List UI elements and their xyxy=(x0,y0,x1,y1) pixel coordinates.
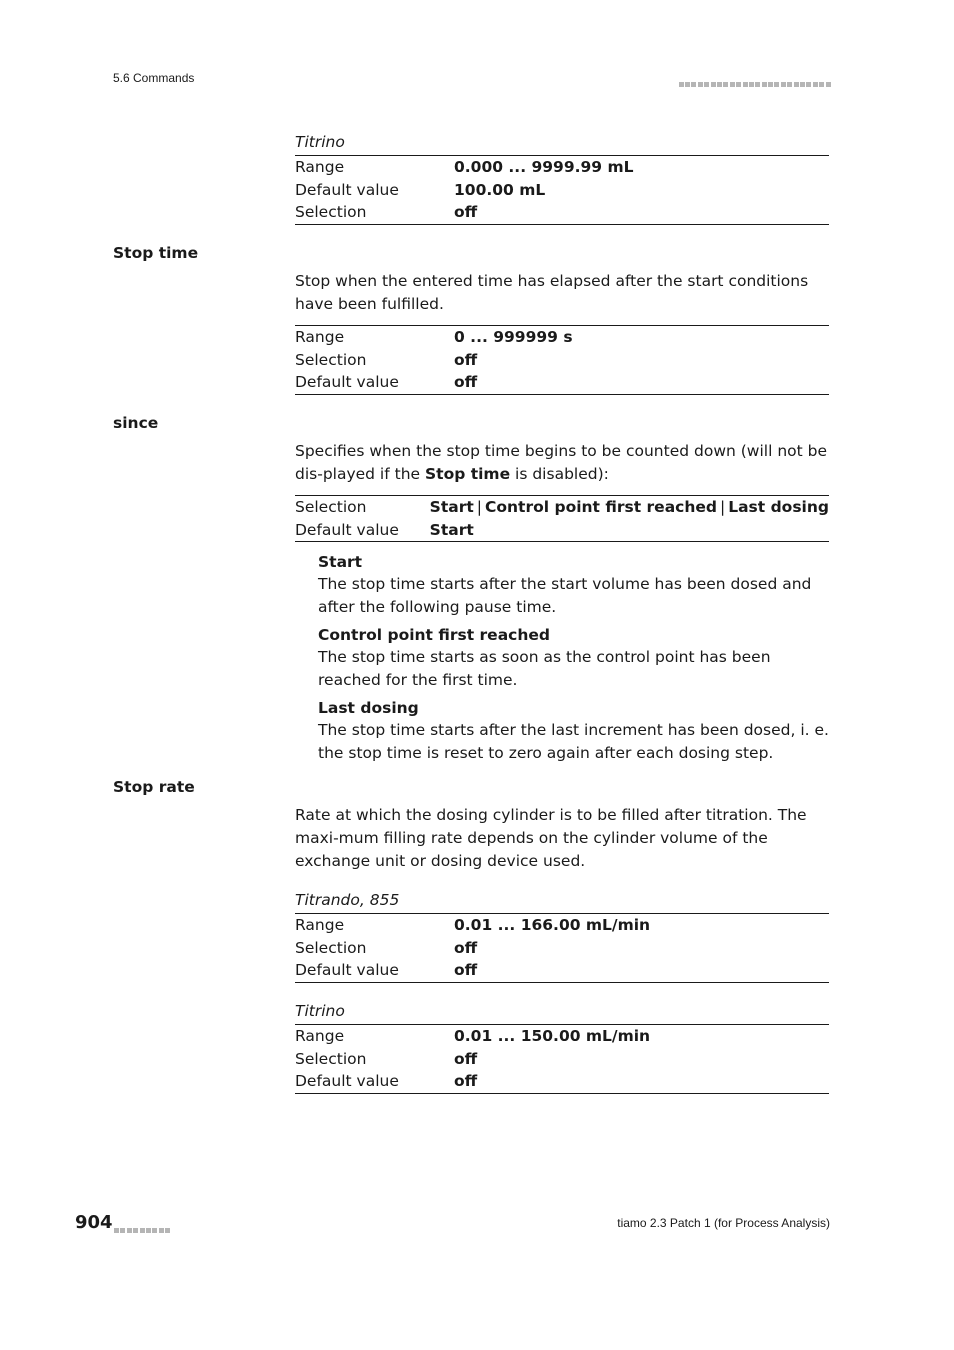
table-row xyxy=(295,349,829,372)
option-last-dosing: Last dosing xyxy=(728,498,829,517)
marker-square xyxy=(127,1228,132,1233)
marker-square xyxy=(800,82,805,87)
param-key: Default value xyxy=(295,180,399,199)
marker-square xyxy=(730,82,735,87)
param-value: 0.000 ... 9999.99 mL xyxy=(454,158,634,177)
since-text-bold: Stop time xyxy=(425,465,511,483)
marker-square xyxy=(749,82,754,87)
param-key: Selection xyxy=(295,203,367,222)
table-row xyxy=(295,1025,829,1048)
param-key: Range xyxy=(295,158,345,177)
marker-square xyxy=(755,82,760,87)
marker-square xyxy=(691,82,696,87)
marker-square xyxy=(743,82,748,87)
param-value: off xyxy=(454,350,478,369)
param-value: Start xyxy=(429,520,474,539)
param-value: off xyxy=(454,938,478,957)
table-row xyxy=(295,496,829,519)
marker-square xyxy=(794,82,799,87)
footer-marker-squares xyxy=(114,1220,172,1239)
marker-square xyxy=(781,82,786,87)
marker-square xyxy=(806,82,811,87)
param-table-stop-time xyxy=(295,325,829,395)
table-row xyxy=(295,519,829,542)
marker-square xyxy=(704,82,709,87)
marker-square xyxy=(120,1228,125,1233)
table-row xyxy=(295,1048,829,1071)
marker-square xyxy=(826,82,831,87)
marker-square xyxy=(698,82,703,87)
marker-square xyxy=(774,82,779,87)
marker-square xyxy=(146,1228,151,1233)
section-heading-stop-time: Stop time xyxy=(113,244,199,262)
param-table-stop-rate-titrando xyxy=(295,913,829,983)
marker-square xyxy=(787,82,792,87)
param-value: 0.01 ... 150.00 mL/min xyxy=(454,1027,651,1046)
since-description xyxy=(295,440,830,486)
param-value: off xyxy=(454,1072,478,1091)
table-caption-titrando: Titrando, 855 xyxy=(295,891,400,909)
marker-square xyxy=(813,82,818,87)
param-value: 0.01 ... 166.00 mL/min xyxy=(454,916,651,935)
marker-square xyxy=(819,82,824,87)
since-text-after: is disabled): xyxy=(510,465,609,483)
table-row xyxy=(295,937,829,960)
marker-square xyxy=(133,1228,138,1233)
marker-square xyxy=(685,82,690,87)
param-table-stop-rate-titrino xyxy=(295,1024,829,1094)
param-key: Default value xyxy=(295,1072,399,1091)
since-definitions xyxy=(318,551,830,770)
page-number: 904 xyxy=(75,1212,113,1233)
param-options xyxy=(430,496,829,519)
option-control-point: Control point first reached xyxy=(485,498,717,517)
option-separator: | xyxy=(476,498,482,517)
section-heading-stop-rate: Stop rate xyxy=(113,778,195,796)
table-row xyxy=(295,914,829,937)
table-row xyxy=(295,959,829,982)
table-caption-titrino: Titrino xyxy=(295,1002,345,1020)
table-row xyxy=(295,156,829,179)
param-key: Default value xyxy=(295,373,399,392)
marker-square xyxy=(711,82,716,87)
param-key: Default value xyxy=(295,520,399,539)
definition-item xyxy=(318,624,830,692)
param-table-titrino-volume xyxy=(295,155,829,225)
definition-title: Start xyxy=(318,553,363,571)
table-row xyxy=(295,201,829,224)
running-header-section: 5.6 Commands xyxy=(113,71,195,85)
table-row xyxy=(295,371,829,394)
param-key: Selection xyxy=(295,350,367,369)
definition-title: Last dosing xyxy=(318,699,419,717)
section-heading-since: since xyxy=(113,414,159,432)
param-value: 100.00 mL xyxy=(454,180,546,199)
table-row xyxy=(295,179,829,202)
since-text-before: Specifies when the stop time begins to be counted down (will not be dis-played if the xyxy=(295,442,828,483)
param-key: Selection xyxy=(295,498,367,517)
param-key: Selection xyxy=(295,938,367,957)
marker-square xyxy=(140,1228,145,1233)
marker-square xyxy=(762,82,767,87)
param-key: Selection xyxy=(295,1049,367,1068)
param-value: off xyxy=(454,961,478,980)
header-marker-squares xyxy=(620,74,832,93)
param-key: Range xyxy=(295,1027,345,1046)
marker-square xyxy=(768,82,773,87)
stop-rate-description: Rate at which the dosing cylinder is to be filled after titration. The maxi-mum filling rate depends on the cylinder volume of the exchange unit or dosing device used. xyxy=(295,806,807,870)
marker-square xyxy=(679,82,684,87)
marker-square xyxy=(159,1228,164,1233)
definition-item xyxy=(318,697,830,765)
param-value: off xyxy=(454,373,478,392)
definition-item xyxy=(318,551,830,619)
marker-square xyxy=(165,1228,170,1233)
table-row xyxy=(295,1070,829,1093)
definition-text: The stop time starts after the start volume has been dosed and after the following pause time. xyxy=(318,575,812,616)
table-caption-titrino: Titrino xyxy=(295,133,345,151)
definition-text: The stop time starts after the last increment has been dosed, i. e. the stop time is reset to zero again after each dosing step. xyxy=(318,721,829,762)
marker-square xyxy=(736,82,741,87)
footer-product-name: tiamo 2.3 Patch 1 (for Process Analysis) xyxy=(617,1216,830,1230)
marker-square xyxy=(717,82,722,87)
option-separator: | xyxy=(719,498,726,517)
param-value: 0 ... 999999 s xyxy=(454,328,573,347)
definition-text: The stop time starts as soon as the control point has been reached for the first time. xyxy=(318,648,771,689)
param-key: Range xyxy=(295,916,345,935)
param-key: Default value xyxy=(295,961,399,980)
table-row xyxy=(295,326,829,349)
param-value: off xyxy=(454,203,478,222)
stop-time-description: Stop when the entered time has elapsed after the start conditions have been fulfilled. xyxy=(295,272,809,313)
definition-title: Control point first reached xyxy=(318,626,550,644)
marker-square xyxy=(152,1228,157,1233)
marker-square xyxy=(114,1228,119,1233)
option-start: Start xyxy=(429,498,474,517)
marker-square xyxy=(723,82,728,87)
param-table-since xyxy=(295,495,829,542)
param-value: off xyxy=(454,1049,478,1068)
param-key: Range xyxy=(295,328,345,347)
